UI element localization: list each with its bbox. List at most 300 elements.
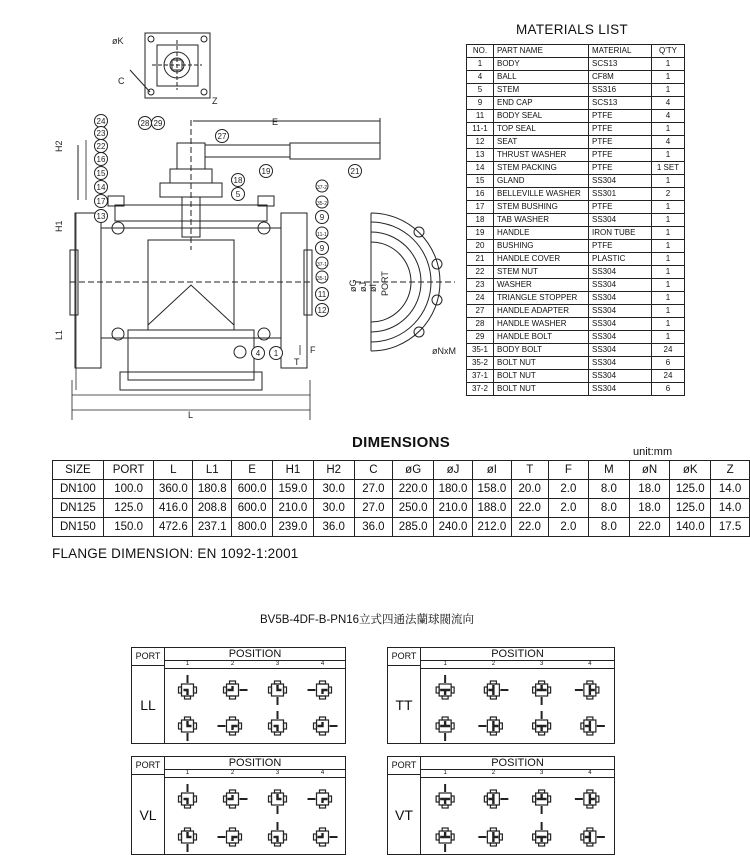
materials-row: [467, 201, 685, 214]
cell-material: SCS13: [589, 97, 652, 110]
cell-material: SCS13: [589, 58, 652, 71]
valve-position-icon: [478, 828, 502, 846]
callout-number: 9: [319, 213, 325, 222]
valve-position-icon: [436, 828, 454, 852]
flow-icons-svg: [165, 778, 345, 854]
port-header: PORT: [132, 757, 165, 775]
materials-title: MATERIALS LIST: [516, 22, 628, 37]
materials-row: [467, 266, 685, 279]
materials-row: [467, 240, 685, 253]
cell-part-name: TAB WASHER: [494, 214, 589, 227]
cell-material: SS304: [589, 292, 652, 305]
cell-material: PLASTIC: [589, 253, 652, 266]
valve-position-icon: [269, 711, 287, 735]
callout-number: 22: [96, 142, 106, 151]
cell-no: 5: [467, 84, 494, 97]
port-code: VT: [388, 775, 421, 854]
dim-value-cell: 237.1: [193, 518, 232, 537]
dim-value-cell: 14.0: [711, 480, 750, 499]
materials-row: [467, 97, 685, 110]
dim-value-cell: 22.0: [629, 518, 670, 537]
materials-row: [467, 58, 685, 71]
materials-row: [467, 84, 685, 97]
cell-material: PTFE: [589, 110, 652, 123]
callout-number: 24: [96, 117, 106, 126]
dimension-lines: [72, 140, 310, 420]
cell-no: 11: [467, 110, 494, 123]
dim-value-cell: 27.0: [354, 499, 393, 518]
materials-row: [467, 344, 685, 357]
cell-qty: 24: [652, 370, 685, 383]
cell-part-name: WASHER: [494, 279, 589, 292]
valve-position-icon: [436, 675, 454, 699]
materials-row: [467, 318, 685, 331]
flow-direction-title: BV5B-4DF-B-PN16立式四通法蘭球閥流向: [260, 614, 475, 626]
materials-row: [467, 123, 685, 136]
cell-part-name: TOP SEAL: [494, 123, 589, 136]
dim-value-cell: 150.0: [103, 518, 154, 537]
dim-value-cell: 2.0: [548, 518, 589, 537]
valve-position-icon: [436, 784, 454, 808]
port-header: PORT: [388, 648, 421, 666]
materials-row: [467, 292, 685, 305]
callout-number: 16: [96, 155, 106, 164]
dim-value-cell: 210.0: [273, 499, 314, 518]
valve-position-icon: [269, 822, 287, 846]
cell-part-name: STEM BUSHING: [494, 201, 589, 214]
position-icons: [165, 668, 345, 743]
callout-number: 27: [217, 132, 227, 141]
cell-part-name: BODY SEAL: [494, 110, 589, 123]
position-number: 4: [320, 770, 325, 776]
dim-value-cell: 220.0: [393, 480, 434, 499]
valve-position-icon: [314, 717, 338, 735]
dim-col-header: øN: [629, 461, 670, 480]
dim-l-label: L: [188, 410, 194, 420]
cell-material: CF8M: [589, 71, 652, 84]
cell-qty: 1: [652, 175, 685, 188]
dim-value-cell: 18.0: [629, 480, 670, 499]
dim-value-cell: 36.0: [313, 518, 354, 537]
cell-no: 37-2: [467, 383, 494, 396]
cell-part-name: BOLT NUT: [494, 357, 589, 370]
dimensions-unit: unit:mm: [633, 446, 673, 458]
cell-part-name: BODY: [494, 58, 589, 71]
dim-k-label: øK: [112, 36, 124, 46]
col-part-name: PART NAME: [494, 45, 589, 58]
valve-position-icon: [218, 828, 242, 846]
dim-value-cell: 158.0: [472, 480, 511, 499]
cell-qty: 1: [652, 331, 685, 344]
dim-col-header: L1: [193, 461, 232, 480]
callout-number: 1: [273, 349, 279, 358]
position-icons: [421, 668, 614, 743]
materials-row: [467, 383, 685, 396]
materials-row: [467, 149, 685, 162]
valve-position-icon: [224, 790, 248, 808]
position-number: 1: [443, 661, 447, 667]
cell-part-name: BOLT NUT: [494, 370, 589, 383]
position-header: POSITION: [165, 757, 345, 770]
materials-row: [467, 253, 685, 266]
flow-icons-svg: [165, 669, 345, 743]
port-code: VL: [132, 775, 165, 854]
callout-number: 11: [317, 290, 327, 299]
cell-qty: 1: [652, 305, 685, 318]
cell-part-name: BUSHING: [494, 240, 589, 253]
dim-col-header: E: [232, 461, 273, 480]
cell-part-name: STEM NUT: [494, 266, 589, 279]
materials-row: [467, 71, 685, 84]
cell-qty: 1 SET: [652, 162, 685, 175]
dim-value-cell: 22.0: [511, 499, 548, 518]
dim-value-cell: 180.0: [434, 480, 473, 499]
dim-value-cell: 8.0: [589, 499, 630, 518]
flow-table-ll: [131, 647, 346, 744]
cell-part-name: HANDLE: [494, 227, 589, 240]
position-numbers: [165, 770, 345, 776]
callout-number: 13: [96, 212, 106, 221]
dim-value-cell: 208.8: [193, 499, 232, 518]
callout-number: 37-1: [316, 262, 328, 268]
dimensions-row: [53, 480, 750, 499]
cell-qty: 1: [652, 214, 685, 227]
callout-number: 9: [319, 244, 325, 253]
dim-value-cell: 159.0: [273, 480, 314, 499]
cell-part-name: BODY BOLT: [494, 344, 589, 357]
valve-position-icon: [533, 822, 551, 846]
dim-value-cell: 20.0: [511, 480, 548, 499]
dim-value-cell: 250.0: [393, 499, 434, 518]
valve-position-icon: [314, 828, 338, 846]
cell-no: 9: [467, 97, 494, 110]
cell-qty: 1: [652, 58, 685, 71]
dim-value-cell: 8.0: [589, 480, 630, 499]
cell-material: SS304: [589, 370, 652, 383]
materials-row: [467, 331, 685, 344]
dim-col-header: M: [589, 461, 630, 480]
callout-number: 35-1: [316, 276, 328, 282]
cell-qty: 24: [652, 344, 685, 357]
cell-no: 16: [467, 188, 494, 201]
dim-value-cell: 125.0: [103, 499, 154, 518]
cell-qty: 2: [652, 188, 685, 201]
cell-qty: 1: [652, 71, 685, 84]
callout-number: 12: [317, 306, 327, 315]
dimensions-header-row: [53, 461, 750, 480]
dim-col-header: øG: [393, 461, 434, 480]
cell-material: SS304: [589, 331, 652, 344]
cell-material: IRON TUBE: [589, 227, 652, 240]
cell-no: 35-2: [467, 357, 494, 370]
valve-position-icon: [484, 790, 508, 808]
callout-number: 15: [96, 169, 106, 178]
cell-no: 11-1: [467, 123, 494, 136]
cell-qty: 4: [652, 136, 685, 149]
dim-value-cell: 360.0: [154, 480, 193, 499]
cell-no: 18: [467, 214, 494, 227]
cell-material: SS304: [589, 383, 652, 396]
callout-number: 18: [233, 176, 243, 185]
cell-qty: 6: [652, 383, 685, 396]
cell-no: 13: [467, 149, 494, 162]
dim-value-cell: 188.0: [472, 499, 511, 518]
dim-col-header: C: [354, 461, 393, 480]
dim-g-label: øG: [348, 279, 358, 292]
cell-material: PTFE: [589, 149, 652, 162]
flow-table-tt: [387, 647, 615, 744]
dim-col-header: L: [154, 461, 193, 480]
dim-value-cell: 240.0: [434, 518, 473, 537]
port-code: LL: [132, 666, 165, 743]
valve-position-icon: [478, 717, 502, 735]
dim-col-header: SIZE: [53, 461, 104, 480]
cell-part-name: BOLT NUT: [494, 383, 589, 396]
cell-no: 28: [467, 318, 494, 331]
cell-material: SS304: [589, 318, 652, 331]
materials-row: [467, 175, 685, 188]
flow-table-vl: [131, 756, 346, 855]
dim-value-cell: 30.0: [313, 499, 354, 518]
valve-position-icon: [533, 790, 551, 814]
valve-position-icon: [179, 828, 197, 852]
port-header: PORT: [132, 648, 165, 666]
valve-position-icon: [436, 717, 454, 741]
flow-icons-svg: [421, 778, 614, 854]
cell-qty: 1: [652, 84, 685, 97]
valve-drawing: [0, 0, 465, 432]
dim-h1-label: H1: [54, 220, 64, 232]
cell-no: 27: [467, 305, 494, 318]
dim-t-label: T: [294, 357, 300, 367]
dim-z-label: Z: [212, 96, 218, 106]
valve-position-icon: [308, 790, 332, 808]
materials-row: [467, 188, 685, 201]
cell-no: 21: [467, 253, 494, 266]
cell-qty: 1: [652, 266, 685, 279]
materials-row: [467, 136, 685, 149]
cell-material: PTFE: [589, 136, 652, 149]
port-code: TT: [388, 666, 421, 743]
position-numbers: [421, 770, 614, 776]
cell-material: SS316: [589, 84, 652, 97]
cell-no: 4: [467, 71, 494, 84]
cell-material: PTFE: [589, 201, 652, 214]
top-view: [130, 33, 210, 98]
flow-icons-svg: [421, 669, 614, 743]
callout-number: 29: [153, 119, 163, 128]
dim-value-cell: 416.0: [154, 499, 193, 518]
cell-no: 20: [467, 240, 494, 253]
position-number: 1: [443, 770, 447, 776]
valve-position-icon: [484, 681, 508, 699]
valve-position-icon: [179, 717, 197, 741]
cell-no: 12: [467, 136, 494, 149]
cell-no: 23: [467, 279, 494, 292]
materials-row: [467, 357, 685, 370]
cell-part-name: HANDLE ADAPTER: [494, 305, 589, 318]
dimensions-table: [52, 460, 750, 537]
position-number: 3: [539, 770, 544, 776]
cell-qty: 1: [652, 201, 685, 214]
dim-value-cell: 239.0: [273, 518, 314, 537]
materials-table: [466, 44, 685, 396]
cell-material: SS304: [589, 344, 652, 357]
dim-col-header: øI: [472, 461, 511, 480]
cell-material: SS304: [589, 175, 652, 188]
cell-part-name: HANDLE BOLT: [494, 331, 589, 344]
dim-j-label: øJ: [358, 282, 368, 292]
valve-position-icon: [308, 681, 332, 699]
dim-value-cell: 100.0: [103, 480, 154, 499]
cell-qty: 1: [652, 123, 685, 136]
dim-value-cell: 472.6: [154, 518, 193, 537]
cell-material: PTFE: [589, 240, 652, 253]
cell-no: 19: [467, 227, 494, 240]
cell-part-name: STEM: [494, 84, 589, 97]
valve-position-icon: [179, 784, 197, 808]
valve-position-icon: [269, 790, 287, 814]
cell-material: SS304: [589, 214, 652, 227]
position-icons: [421, 777, 614, 854]
dim-value-cell: 600.0: [232, 499, 273, 518]
callout-number: 35-2: [316, 201, 328, 207]
dim-size-cell: DN100: [53, 480, 104, 499]
materials-header-row: [467, 45, 685, 58]
cell-part-name: HANDLE WASHER: [494, 318, 589, 331]
position-number: 1: [185, 770, 190, 776]
cell-qty: 1: [652, 149, 685, 162]
cell-part-name: GLAND: [494, 175, 589, 188]
cell-material: PTFE: [589, 162, 652, 175]
cell-qty: 1: [652, 240, 685, 253]
position-header: POSITION: [421, 757, 614, 770]
position-number: 4: [320, 661, 325, 667]
flow-table-vt: [387, 756, 615, 855]
cell-no: 29: [467, 331, 494, 344]
position-numbers: [165, 661, 345, 667]
callout-number: 17: [96, 197, 106, 206]
position-numbers: [421, 661, 614, 667]
materials-row: [467, 214, 685, 227]
dim-col-header: H2: [313, 461, 354, 480]
materials-row: [467, 162, 685, 175]
dim-value-cell: 125.0: [670, 499, 711, 518]
position-number: 4: [588, 770, 592, 776]
dim-value-cell: 125.0: [670, 480, 711, 499]
callout-number: 11-1: [317, 232, 327, 238]
dim-value-cell: 36.0: [354, 518, 393, 537]
position-header: POSITION: [165, 648, 345, 661]
dim-size-cell: DN150: [53, 518, 104, 537]
cell-material: SS304: [589, 305, 652, 318]
cell-part-name: HANDLE COVER: [494, 253, 589, 266]
dim-value-cell: 8.0: [589, 518, 630, 537]
cell-part-name: SEAT: [494, 136, 589, 149]
dim-c-label: C: [118, 76, 125, 86]
cell-qty: 1: [652, 318, 685, 331]
position-number: 2: [491, 770, 496, 776]
callout-number: 37-2: [316, 185, 328, 191]
valve-position-icon: [581, 828, 605, 846]
cell-qty: 4: [652, 110, 685, 123]
valve-position-icon: [533, 711, 551, 735]
cell-no: 15: [467, 175, 494, 188]
materials-row: [467, 370, 685, 383]
callout-number: 4: [255, 349, 261, 358]
position-number: 2: [230, 770, 235, 776]
dim-col-header: F: [548, 461, 589, 480]
col-no: NO.: [467, 45, 494, 58]
valve-position-icon: [179, 675, 197, 699]
dim-value-cell: 285.0: [393, 518, 434, 537]
cell-material: SS304: [589, 266, 652, 279]
valve-position-icon: [575, 681, 599, 699]
dim-f-label: F: [310, 345, 316, 355]
dim-value-cell: 22.0: [511, 518, 548, 537]
valve-position-icon: [575, 790, 599, 808]
cell-material: PTFE: [589, 123, 652, 136]
dim-value-cell: 17.5: [711, 518, 750, 537]
valve-position-icon: [581, 717, 605, 735]
dim-value-cell: 800.0: [232, 518, 273, 537]
col-qty: Q'TY: [652, 45, 685, 58]
cell-qty: 1: [652, 227, 685, 240]
cell-qty: 4: [652, 97, 685, 110]
materials-row: [467, 305, 685, 318]
cell-material: SS301: [589, 188, 652, 201]
cell-qty: 6: [652, 357, 685, 370]
cell-part-name: END CAP: [494, 97, 589, 110]
cell-material: SS304: [589, 279, 652, 292]
position-number: 3: [539, 661, 544, 667]
dim-nxm-label: øNxM: [432, 346, 456, 356]
dim-e-label: E: [272, 117, 279, 127]
dim-col-header: T: [511, 461, 548, 480]
callout-number: 23: [96, 129, 106, 138]
cell-no: 17: [467, 201, 494, 214]
position-number: 3: [275, 770, 280, 776]
position-icons: [165, 777, 345, 854]
cell-part-name: TRIANGLE STOPPER: [494, 292, 589, 305]
dim-value-cell: 18.0: [629, 499, 670, 518]
valve-position-icon: [269, 681, 287, 705]
cell-part-name: BALL: [494, 71, 589, 84]
cell-part-name: STEM PACKING: [494, 162, 589, 175]
dimensions-row: [53, 499, 750, 518]
valve-position-icon: [218, 717, 242, 735]
dim-value-cell: 210.0: [434, 499, 473, 518]
cell-qty: 1: [652, 292, 685, 305]
port-label-drawing: PORT: [380, 271, 390, 296]
port-header: PORT: [388, 757, 421, 775]
dimensions-title: DIMENSIONS: [352, 434, 451, 451]
dim-l1-label: L1: [54, 329, 64, 340]
dim-size-cell: DN125: [53, 499, 104, 518]
callout-number: 5: [235, 190, 241, 199]
dim-col-header: Z: [711, 461, 750, 480]
dim-col-header: H1: [273, 461, 314, 480]
dim-value-cell: 600.0: [232, 480, 273, 499]
dim-col-header: øK: [670, 461, 711, 480]
cell-part-name: BELLEVILLE WASHER: [494, 188, 589, 201]
callout-number: 14: [96, 183, 106, 192]
materials-row: [467, 110, 685, 123]
cell-no: 24: [467, 292, 494, 305]
cell-qty: 1: [652, 279, 685, 292]
dim-value-cell: 14.0: [711, 499, 750, 518]
cell-qty: 1: [652, 253, 685, 266]
